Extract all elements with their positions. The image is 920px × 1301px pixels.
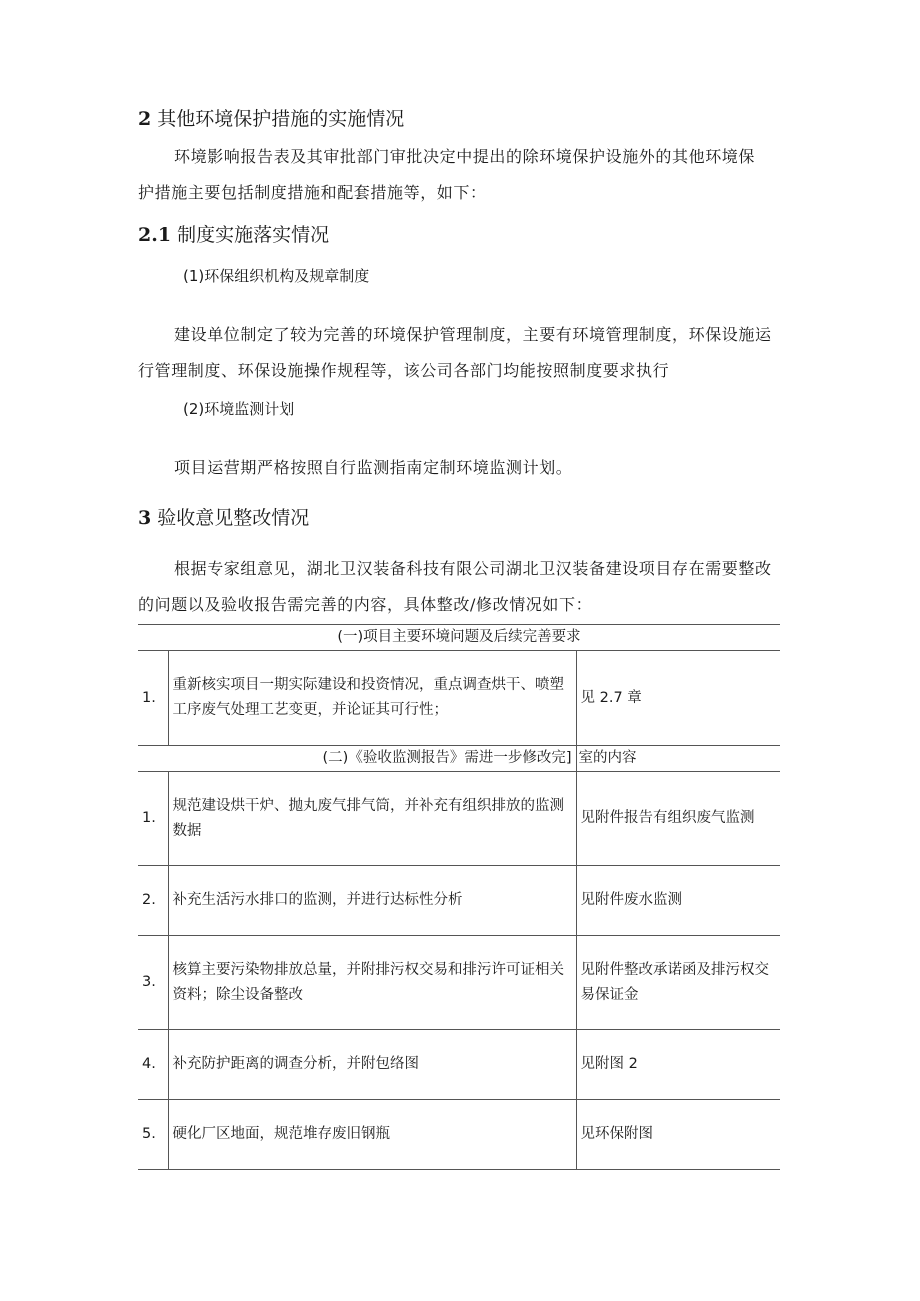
row-result: 见 2.7 章 <box>576 651 780 746</box>
row-result: 见附件废水监测 <box>576 866 780 936</box>
section-2-title: 其他环境保护措施的实施情况 <box>157 108 405 130</box>
item-1-para-line-1: 建设单位制定了较为完善的环境保护管理制度，主要有环境管理制度，环保设施运 <box>174 325 772 344</box>
row-result: 见环保附图 <box>576 1100 780 1170</box>
item-2-label: (2)环境监测计划 <box>183 400 295 418</box>
item-1-para-line-2: 行管理制度、环保设施操作规程等，该公司各部门均能按照制度要求执行 <box>138 361 670 380</box>
section-2-1-heading <box>138 220 329 247</box>
section-2-1-title: 制度实施落实情况 <box>177 224 330 246</box>
row-result: 见附件整改承诺函及排污权交易保证金 <box>576 936 780 1030</box>
section-2-number: 2 <box>138 108 152 130</box>
table-row <box>138 936 780 1030</box>
section-3-para-line-1: 根据专家组意见，湖北卫汉装备科技有限公司湖北卫汉装备建设项目存在需要整改 <box>174 559 772 578</box>
table-row <box>138 1030 780 1100</box>
row-number: 5. <box>138 1100 168 1170</box>
row-description: 重新核实项目一期实际建设和投资情况，重点调查烘干、喷塑工序废气处理工艺变更，并论证其可行性； <box>168 651 576 746</box>
section-3-title: 验收意见整改情况 <box>157 507 310 529</box>
item-2-para: 项目运营期严格按照自行监测指南定制环境监测计划。 <box>174 458 573 477</box>
row-description: 补充生活污水排口的监测，并进行达标性分析 <box>168 866 576 936</box>
table-row <box>138 866 780 936</box>
rectification-table <box>138 624 780 1170</box>
table-row <box>138 1100 780 1170</box>
section-2-para-line-1: 环境影响报告表及其审批部门审批决定中提出的除环境保护设施外的其他环境保 <box>174 147 756 166</box>
row-number: 1. <box>138 772 168 866</box>
section-2-para-line-2: 护措施主要包括制度措施和配套措施等，如下： <box>138 183 487 202</box>
row-description: 硬化厂区地面，规范堆存废旧钢瓶 <box>168 1100 576 1170</box>
row-number: 3. <box>138 936 168 1030</box>
table-section-2-title-left: (二)《验收监测报告》需进一步修改完] <box>138 746 576 772</box>
table-section-2-header-row <box>138 746 780 772</box>
section-3-para-line-2: 的问题以及验收报告需完善的内容，具体整改/修改情况如下： <box>138 595 593 614</box>
table-section-2-title-right: 室的内容 <box>576 746 780 772</box>
table-section-1-title: (一)项目主要环境问题及后续完善要求 <box>138 625 780 651</box>
item-1-label: (1)环保组织机构及规章制度 <box>183 267 370 285</box>
table-row <box>138 651 780 746</box>
row-result: 见附件报告有组织废气监测 <box>576 772 780 866</box>
table-section-1-header-row <box>138 625 780 651</box>
section-2-heading <box>138 104 404 131</box>
row-description: 核算主要污染物排放总量，并附排污权交易和排污许可证相关资料；除尘设备整改 <box>168 936 576 1030</box>
row-number: 2. <box>138 866 168 936</box>
row-description: 补充防护距离的调查分析，并附包络图 <box>168 1030 576 1100</box>
row-number: 4. <box>138 1030 168 1100</box>
table-row <box>138 772 780 866</box>
section-3-number: 3 <box>138 507 152 529</box>
section-3-heading <box>138 503 309 530</box>
row-description: 规范建设烘干炉、抛丸废气排气筒，并补充有组织排放的监测数据 <box>168 772 576 866</box>
row-number: 1. <box>138 651 168 746</box>
section-2-1-number: 2.1 <box>138 224 172 246</box>
row-result: 见附图 2 <box>576 1030 780 1100</box>
